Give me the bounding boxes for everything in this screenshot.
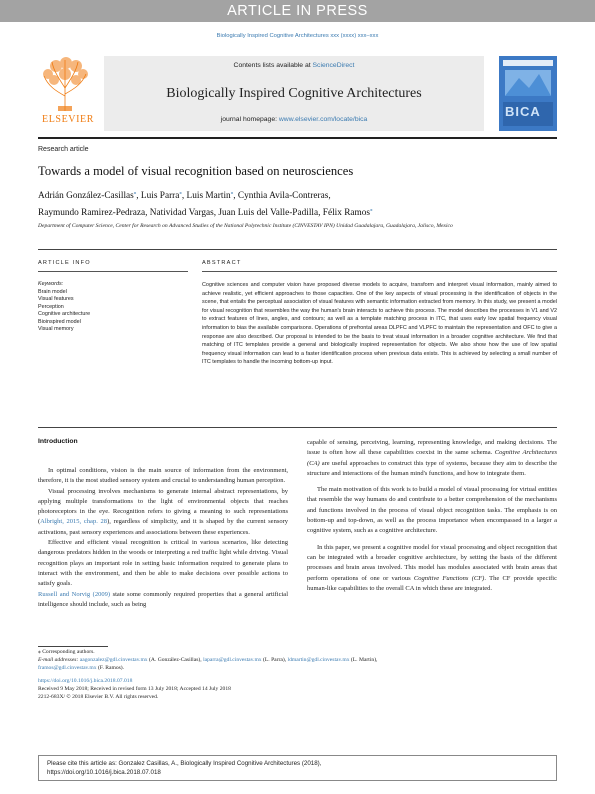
abstract-label: ABSTRACT [202, 260, 242, 266]
header-rule [38, 137, 557, 139]
keyword: Visual features [38, 296, 74, 302]
article-title: Towards a model of visual recognition based on neurosciences [38, 164, 354, 178]
elsevier-logo-icon [38, 56, 93, 114]
article-in-press-banner: ARTICLE IN PRESS [0, 0, 595, 22]
email-link[interactable]: laparra@gdl.cinvestav.mx [203, 657, 262, 663]
copyright-line: 2212-683X/ © 2018 Elsevier B.V. All rights reserved. [38, 694, 159, 700]
citation-link[interactable]: Russell and Norvig (2009) [38, 590, 110, 598]
introduction-heading: Introduction [38, 438, 78, 445]
journal-title: Biologically Inspired Cognitive Architectures [166, 86, 422, 101]
footnote-rule [38, 646, 108, 647]
dates-line: Received 9 May 2018; Received in revised form 13 July 2018; Accepted 14 July 2018 [38, 686, 231, 692]
keyword: Perception [38, 303, 64, 310]
journal-reference[interactable]: Biologically Inspired Cognitive Architectures xxx (xxxx) xxx–xxx [216, 33, 379, 39]
keyword: Visual memory [38, 326, 74, 332]
journal-banner-box [104, 56, 484, 131]
footnotes [38, 648, 557, 701]
keywords-heading: Keywords: [38, 281, 64, 287]
abstract-rule [202, 271, 557, 272]
keyword: Bioinspired model [38, 318, 81, 325]
author-mark[interactable]: ⁎ [230, 191, 234, 196]
citation-text: Please cite this article as: Gonzalez Casillas, A., Biologically Inspired Cognitive Architectures (2018), [47, 760, 322, 767]
left-column [38, 466, 288, 610]
paragraph: Effective and efficient visual recognition is critical in various scenarios, like detecting dangerous predators hidden in the woods or interpreting a red traffic light while driving. Visual recognition plays an important role in setting basic information required to generate plans to interact with the environment, and then be able to make decisions over possible actions to satisfy goals. [38, 539, 288, 588]
corresponding-note: ⁎ Corresponding authors. [38, 649, 95, 655]
homepage-link[interactable]: www.elsevier.com/locate/bica [278, 116, 368, 123]
author-mark[interactable]: ⁎ [370, 207, 373, 213]
article-info-rule [38, 271, 188, 272]
citation-box [38, 755, 557, 781]
article-info-label: ARTICLE INFO [38, 260, 91, 266]
paragraph: Visual processing involves mechanisms to generate internal abstract representations, by applying multiple transformations to the light of environmental objects that reaches photoreceptors in the eye. Recognition refers to giving a meaning to such representations (Albright, 2015, chap. 28), regardless of simplicity, and it is shaped by the current sensory activations, past sensory experiences and associations between these experiences. [38, 487, 289, 536]
author-list: Adrián González-Casillas⁎, Luis Parra⁎, Luis Martin⁎, Cynthia Avila-Contreras, Raymundo Ramirez-Pedraza, Natividad Vargas, Juan Luis del Valle-Padilla, Félix Ramos⁎ [38, 191, 373, 218]
paragraph: Russell and Norvig (2009) state some commonly required properties that a general artificial intelligence should include, such as being [38, 590, 288, 608]
citation-doi[interactable]: https://doi.org/10.1016/j.bica.2018.07.018 [47, 769, 161, 776]
email-line: E-mail addresses: aagonzalez@gdl.cinvestav.mx (A. González-Casillas), laparra@gdl.cinvestav.mx (L. Parra), ldmartin@gdl.cinvestav.mx (L. Martin), [38, 657, 378, 663]
cover-acronym: BICA [505, 104, 541, 119]
abstract-text: Cognitive sciences and computer vision have proposed diverse models to acquire, transform and interpret visual information, mainly aimed to achieve realistic, yet efficient approaches to those capacities. One of the key aspects of visual processing is the identification of objects in the scene, that entails the perceptual association of visual features with semantic information extracted from memory. In this study, we present a model for visual recognition that resembles the way the human's brain interacts to achieve this process. The model describes the processes in V1 and V2 to extract features of lines, angles, and contours; as well as a template matching process in ITC, that uses early low spatial frequency visual information to bias the available comparisons. Operations of prefrontal areas DLPFC and VLPFC to maintain the representation and OFC to give a response are also described. Our proposal is intended to be the basis to treat visual information in a broader cognitive architecture. We find that matching of ITC templates provide a general and biologically inspired representation for objects. We also show how the use of low spatial frequency visual information can lead to a faster identification process when previous data exists. This is achieved by selecting a small number of ITC templates to handle the incoming bottom-up input. [202, 282, 557, 366]
paragraph: In optimal conditions, vision is the main source of information from the environment, therefore, it is the most studied sensory system and crucial to understanding human perception. [38, 467, 288, 485]
email-link[interactable]: ldmartin@gdl.cinvestav.mx [287, 657, 350, 663]
keyword: Brain model [38, 288, 67, 295]
doi-link[interactable]: https://doi.org/10.1016/j.bica.2018.07.018 [38, 678, 133, 684]
email-link[interactable]: aagonzalez@gdl.cinvestav.mx [79, 657, 148, 663]
affiliation-rule [38, 249, 557, 250]
email-line: framos@gdl.cinvestav.mx (F. Ramos). [38, 665, 125, 671]
citation-link[interactable]: Albright, 2015, chap. 28 [40, 518, 108, 526]
abstract-end-rule [38, 427, 557, 428]
email-link[interactable]: framos@gdl.cinvestav.mx [38, 665, 97, 671]
paragraph: In this paper, we present a cognitive model for visual processing and object recognition that can be integrated with a broader cognitive architecture, by setting the basis of the different processes and brain areas involved. This model has modules associated with brain areas that perform operations of one or various Cognitive Functions (CF). The CF provide specific human-like capabilities to the overall CA in which these are integrated. [307, 543, 557, 592]
journal-homepage: journal homepage: www.elsevier.com/locate/bica [220, 116, 368, 123]
journal-cover-image [499, 56, 557, 131]
journal-header [38, 56, 557, 131]
publisher-name: ELSEVIER [41, 114, 95, 125]
article-type: Research article [38, 146, 89, 153]
contents-line: Contents lists available at ScienceDirect [233, 62, 355, 69]
keyword: Cognitive architecture [38, 311, 91, 317]
sciencedirect-link[interactable]: ScienceDirect [312, 62, 355, 69]
author-mark[interactable]: ⁎ [133, 191, 137, 196]
paragraph: The main motivation of this work is to build a model of visual processing for virtual entities that resemble the way humans do and contribute to a better comprehension of the mechanisms and functions involved in the process of visual object recognition tasks. The emphasis is on bottom-up and top-down, as well as the process importance when encompassed in a larger a cognitive system, such as a cognitive architecture. [307, 486, 557, 535]
affiliation: Department of Computer Science, Center for Research on Advanced Studies of the National Polytechnic Institute (CINVESTAV IPN) Unidad Guadalajara, Guadalajara, Jalisco, Mexico [38, 223, 453, 229]
keywords-list [38, 281, 188, 334]
author-mark[interactable]: ⁎ [179, 191, 182, 196]
right-column [307, 438, 557, 594]
paragraph: capable of sensing, perceiving, learning, representing knowledge, and making decisions. The issue is often how all these capabilities coexist in the same schema. Cognitive Architectures (CA) are useful approaches to construct this type of systems, because they aim to describe the structure and interactions of the human mind's functions, and how to integrate them. [307, 439, 557, 477]
